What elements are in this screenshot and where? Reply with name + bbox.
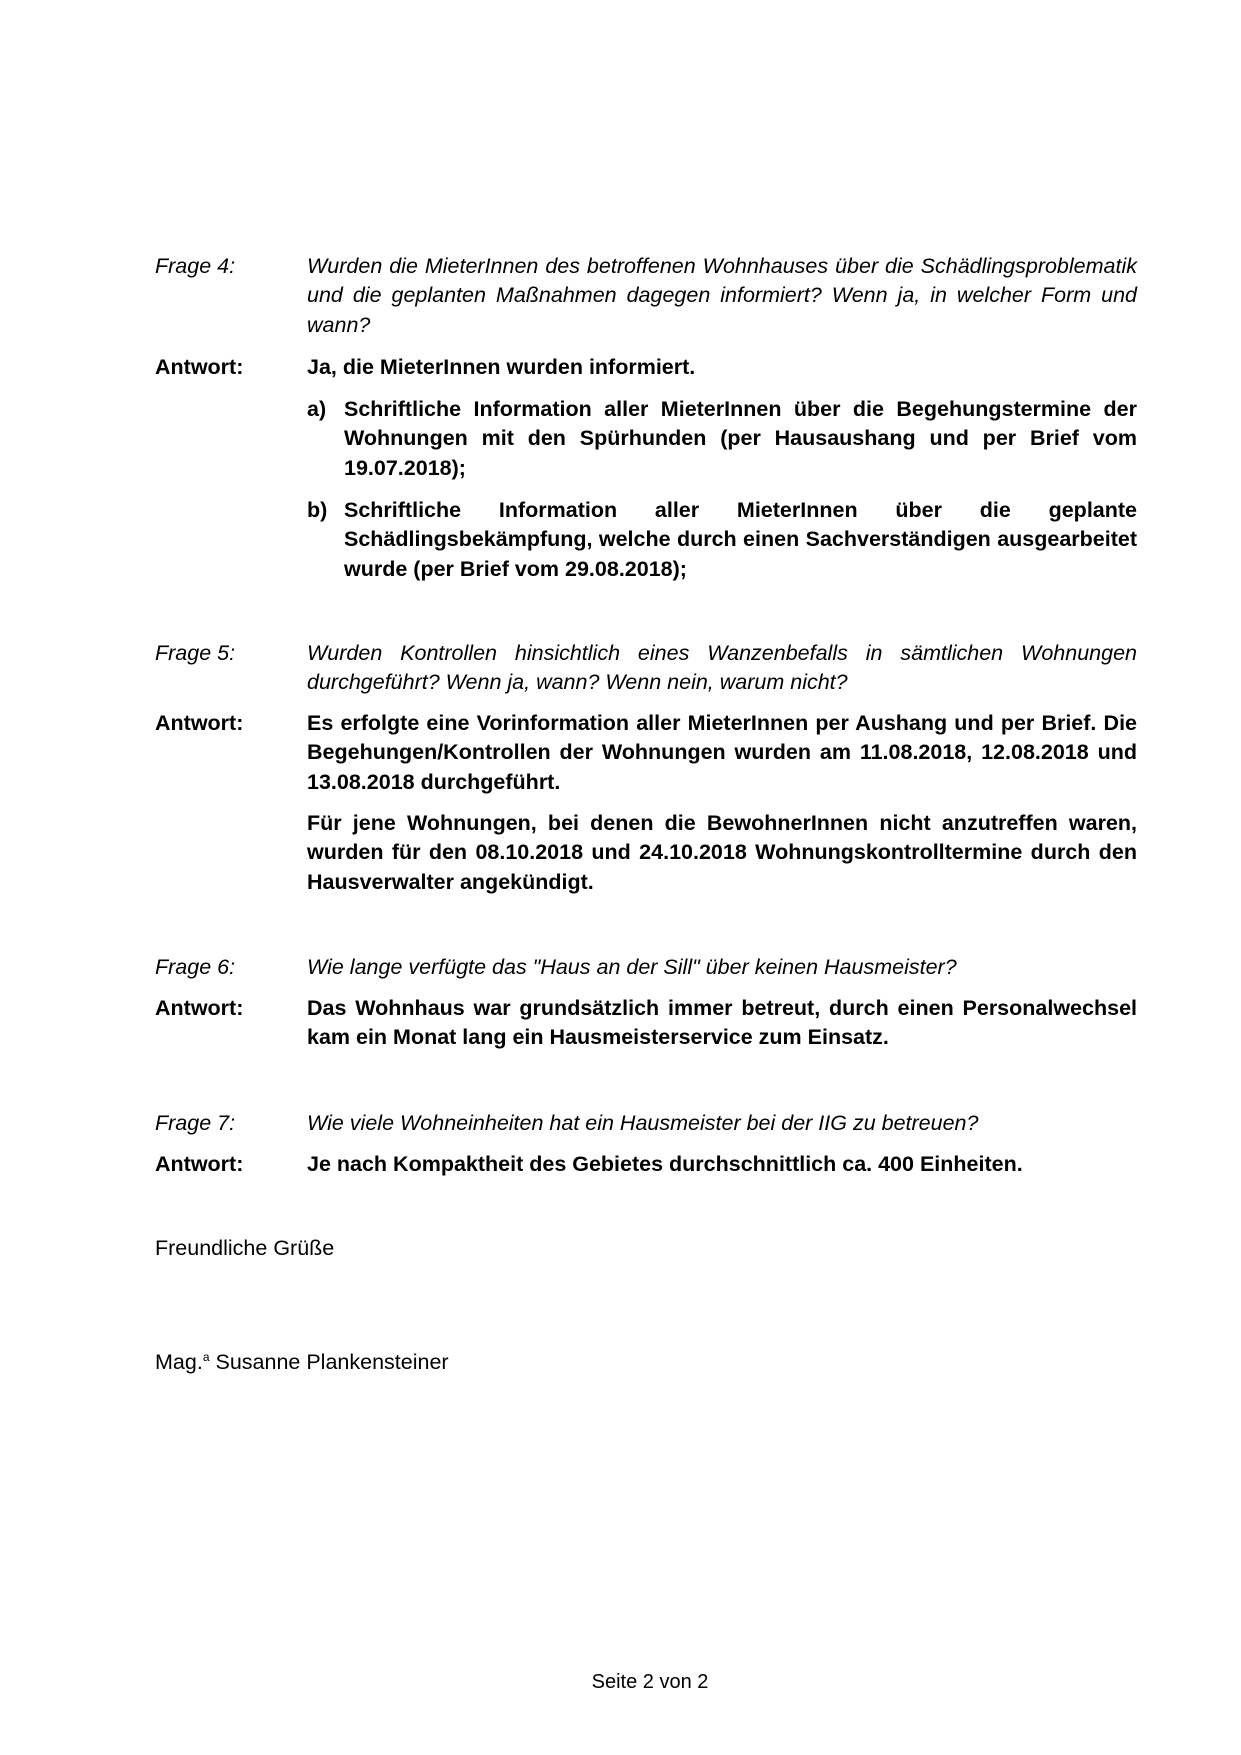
question-text: Wie viele Wohneinheiten hat ein Hausmeister bei der IIG zu betreuen? (307, 1111, 979, 1135)
signature-name: Susanne Plankensteiner (215, 1350, 449, 1374)
answer-5 (155, 709, 1137, 797)
question-label: Frage 4: (155, 254, 236, 278)
answer-4 (155, 353, 1137, 382)
question-label: Frage 6: (155, 955, 236, 979)
list-item-text: Schriftliche Information aller MieterInnen über die geplante Schädlingsbekämpfung, welche durch einen Sachverständigen ausgearbeitet wurde (per Brief vom 29.08.2018); (344, 498, 1137, 581)
answer-label: Antwort: (155, 711, 244, 735)
question-label: Frage 7: (155, 1111, 236, 1135)
signature-title-sup: a (202, 1350, 210, 1364)
question-7 (155, 1109, 1137, 1138)
question-text: Wurden Kontrollen hinsichtlich eines Wanzenbefalls in sämtlichen Wohnungen durchgeführt? Wenn ja, wann? Wenn nein, warum nicht? (307, 641, 1137, 695)
answer-6 (155, 994, 1137, 1053)
answer-text: Es erfolgte eine Vorinformation aller MieterInnen per Aushang und per Brief. Die Begehungen/Kontrollen der Wohnungen wurden am 11.08.2018, 12.08.2018 und 13.08.2018 durchgeführt. (307, 711, 1137, 794)
answer-text: Je nach Kompaktheit des Gebietes durchschnittlich ca. 400 Einheiten. (307, 1152, 1023, 1176)
question-text: Wie lange verfügte das "Haus an der Sill" über keinen Hausmeister? (307, 955, 957, 979)
question-4 (155, 252, 1137, 340)
answer-label: Antwort: (155, 355, 244, 379)
list-marker: a) (307, 397, 327, 421)
answer-7 (155, 1150, 1137, 1179)
answer-text: Das Wohnhaus war grundsätzlich immer betreut, durch einen Personalwechsel kam ein Monat lang ein Hausmeisterservice zum Einsatz. (307, 996, 1137, 1050)
answer-text: Ja, die MieterInnen wurden informiert. (307, 355, 696, 379)
answer-5-paragraph-2 (155, 809, 1137, 897)
list-item-text: Schriftliche Information aller MieterInnen über die Begehungstermine der Wohnungen mit den Spürhunden (per Hausaushang und per Brief vom 19.07.2018); (344, 397, 1137, 480)
closing: Freundliche Grüße (155, 1236, 335, 1260)
question-text: Wurden die MieterInnen des betroffenen Wohnhauses über die Schädlingsproblematik und die geplanten Maßnahmen dagegen informiert? Wenn ja, in welcher Form und wann? (307, 254, 1137, 337)
answer-4-item-b (155, 496, 1137, 584)
question-label: Frage 5: (155, 641, 236, 665)
question-5 (155, 639, 1137, 698)
signature (155, 1348, 449, 1377)
answer-text: Für jene Wohnungen, bei denen die BewohnerInnen nicht anzutreffen waren, wurden für den 08.10.2018 und 24.10.2018 Wohnungskontrolltermine durch den Hausverwalter angekündigt. (307, 811, 1137, 894)
answer-label: Antwort: (155, 1152, 244, 1176)
list-marker: b) (307, 498, 328, 522)
question-6 (155, 953, 1137, 982)
signature-title: Mag. (155, 1350, 203, 1374)
answer-4-item-a (155, 395, 1137, 483)
answer-label: Antwort: (155, 996, 244, 1020)
page-number: Seite 2 von 2 (591, 1671, 709, 1693)
